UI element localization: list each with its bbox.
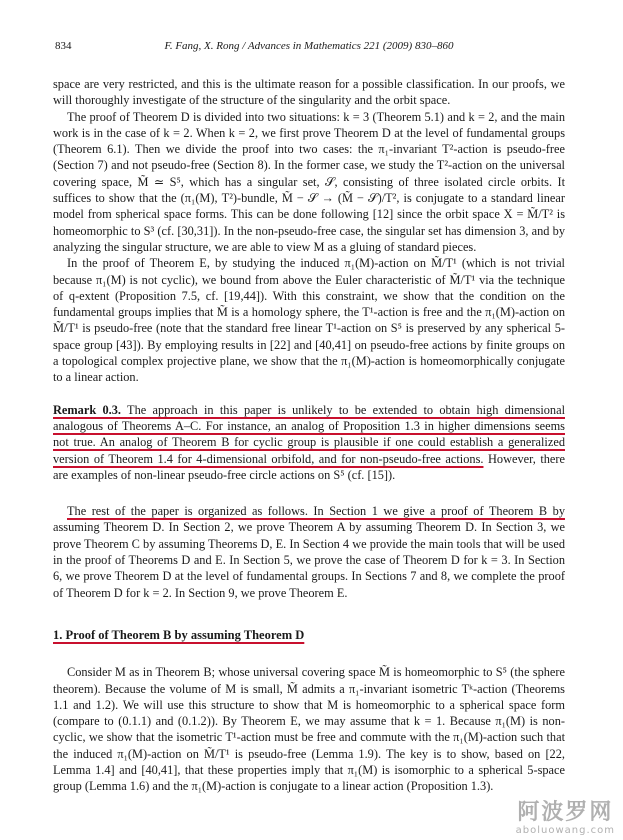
remark-tail: However, there are examples of non-linear pseudo-free circle actions on S⁵ (cf. [15]).	[53, 451, 565, 482]
remark-body: The approach in this paper is unlikely to be extended to obtain high dimensional analogous of Theorems A–C. For instance, an analog of Proposition 1.3 in higher dimensions seems not true. An analog of Theorem B for cyclic group is plausible if one could establish a generalized version of Theorem 1.4 for 4-dimensional orbifold, and for non-pseudo-free actions.	[53, 402, 565, 466]
watermark-url: aboluowang.com	[515, 825, 615, 836]
paragraph-theorem-e-proof: In the proof of Theorem E, by studying the induced π₁(M)-action on M̃/T¹ (which is not trivial because π₁(M) is not cyclic), we bound from above the Euler characteristic of M̃/T¹ via the technique of q-extent (Proposition 7.5, cf. [19,44]). With this constraint, we show that the condition on the fundamental groups implies that M̃ is a homology sphere, the T¹-action is free and the π₁(M)-action on M̃/T¹ is pseudo-free (note that the standard free linear T¹-action on S⁵ is preserved by any spherical 5-space group [43]). By employing results in [22] and [40,41] on pseudo-free actions by finite groups on a topological complex projective plane, we show that the π₁(M)-action is homeomorphically conjugate to a linear action.	[53, 256, 565, 385]
organization-lead: The rest of the paper is organized as follows. In Section 1 we give a proof of Theorem B by	[67, 504, 565, 519]
remark-label: Remark 0.3.	[53, 402, 121, 417]
section-heading: 1. Proof of Theorem B by assuming Theorem D	[53, 627, 305, 642]
section-1-body: Consider M as in Theorem B; whose universal covering space M̃ is homeomorphic to S⁵ (the sphere theorem). Because the volume of M is small, M̃ admits a π₁-invariant isometric Tᵏ-action (Theorems 1.1 and 1.2). We will use this structure to show that M is homeomorphic to a spherical space form (compare to (0.1.1) and (0.1.2)). By Theorem E, we may assume that k = 1. Because π₁(M) is non-cyclic, we show that the isometric T¹-action must be free and commute with the π₁(M)-action such that the induced π₁(M)-action on M̃/T¹ is pseudo-free (Lemma 1.9). The key is to show, based on [22, Lemma 1.4] and [40,41], that these properties imply that π₁(M) is isomorphic to a spherical 5-space group (Lemma 1.6) and the π₁(M)-action is conjugate to a linear action (Proposition 1.3).	[53, 665, 565, 794]
running-title: F. Fang, X. Rong / Advances in Mathematics 221 (2009) 830–860	[164, 40, 454, 52]
watermark-text: 阿波罗网	[517, 800, 614, 825]
watermark	[516, 801, 615, 836]
paragraph-organization	[53, 503, 565, 601]
page-number: 834	[55, 40, 72, 52]
paragraph-theorem-d-proof: The proof of Theorem D is divided into two situations: k = 3 (Theorem 5.1) and k = 2, and the main work is in the case of k = 2. When k = 2, we first prove Theorem D at the level of fundamental groups (Theorem 6.1). Then we divide the proof into two cases: the π₁-invariant T²-action is pseudo-free (Section 7) and not pseudo-free (Section 8). In the former case, we study the T²-action on the universal covering space, M̃ ≃ S⁵, which has a singular set, 𝒮, consisting of three isolated circle orbits. It suffices to show that the (π₁(M), T²)-bundle, M̃ − 𝒮 → (M̃ − 𝒮)/T², is conjugate to a standard linear model from spherical space forms. This can be done following [12] since the orbit space X = M̃/T² is homeomorphic to S³ (cf. [30,31]). In the non-pseudo-free case, the singular set has dimension 3, and by analyzing the singular structure, we are able to view M as a gluing of standard pieces.	[53, 109, 565, 254]
article-body	[53, 76, 565, 795]
organization-rest: assuming Theorem D. In Section 2, we prove Theorem A by assuming Theorem D. In Section 3, we prove Theorem C by assuming Theorems D, E. In Section 4 we provide the main tools that will be used in the proof of Theorems D and E. In Section 5, we prove the case of Theorem D for k = 3. In Section 6, we prove Theorem D at the level of fundamental groups. In Sections 7 and 8, we complete the proof of Theorem D for k = 2. In Section 9, we prove Theorem E.	[53, 520, 565, 600]
paragraph-intro-continuation: space are very restricted, and this is the ultimate reason for a possible classification. In our proofs, we will thoroughly investigate of the structure of the singularity and the orbit space.	[53, 77, 565, 108]
remark-0-3	[53, 402, 565, 483]
